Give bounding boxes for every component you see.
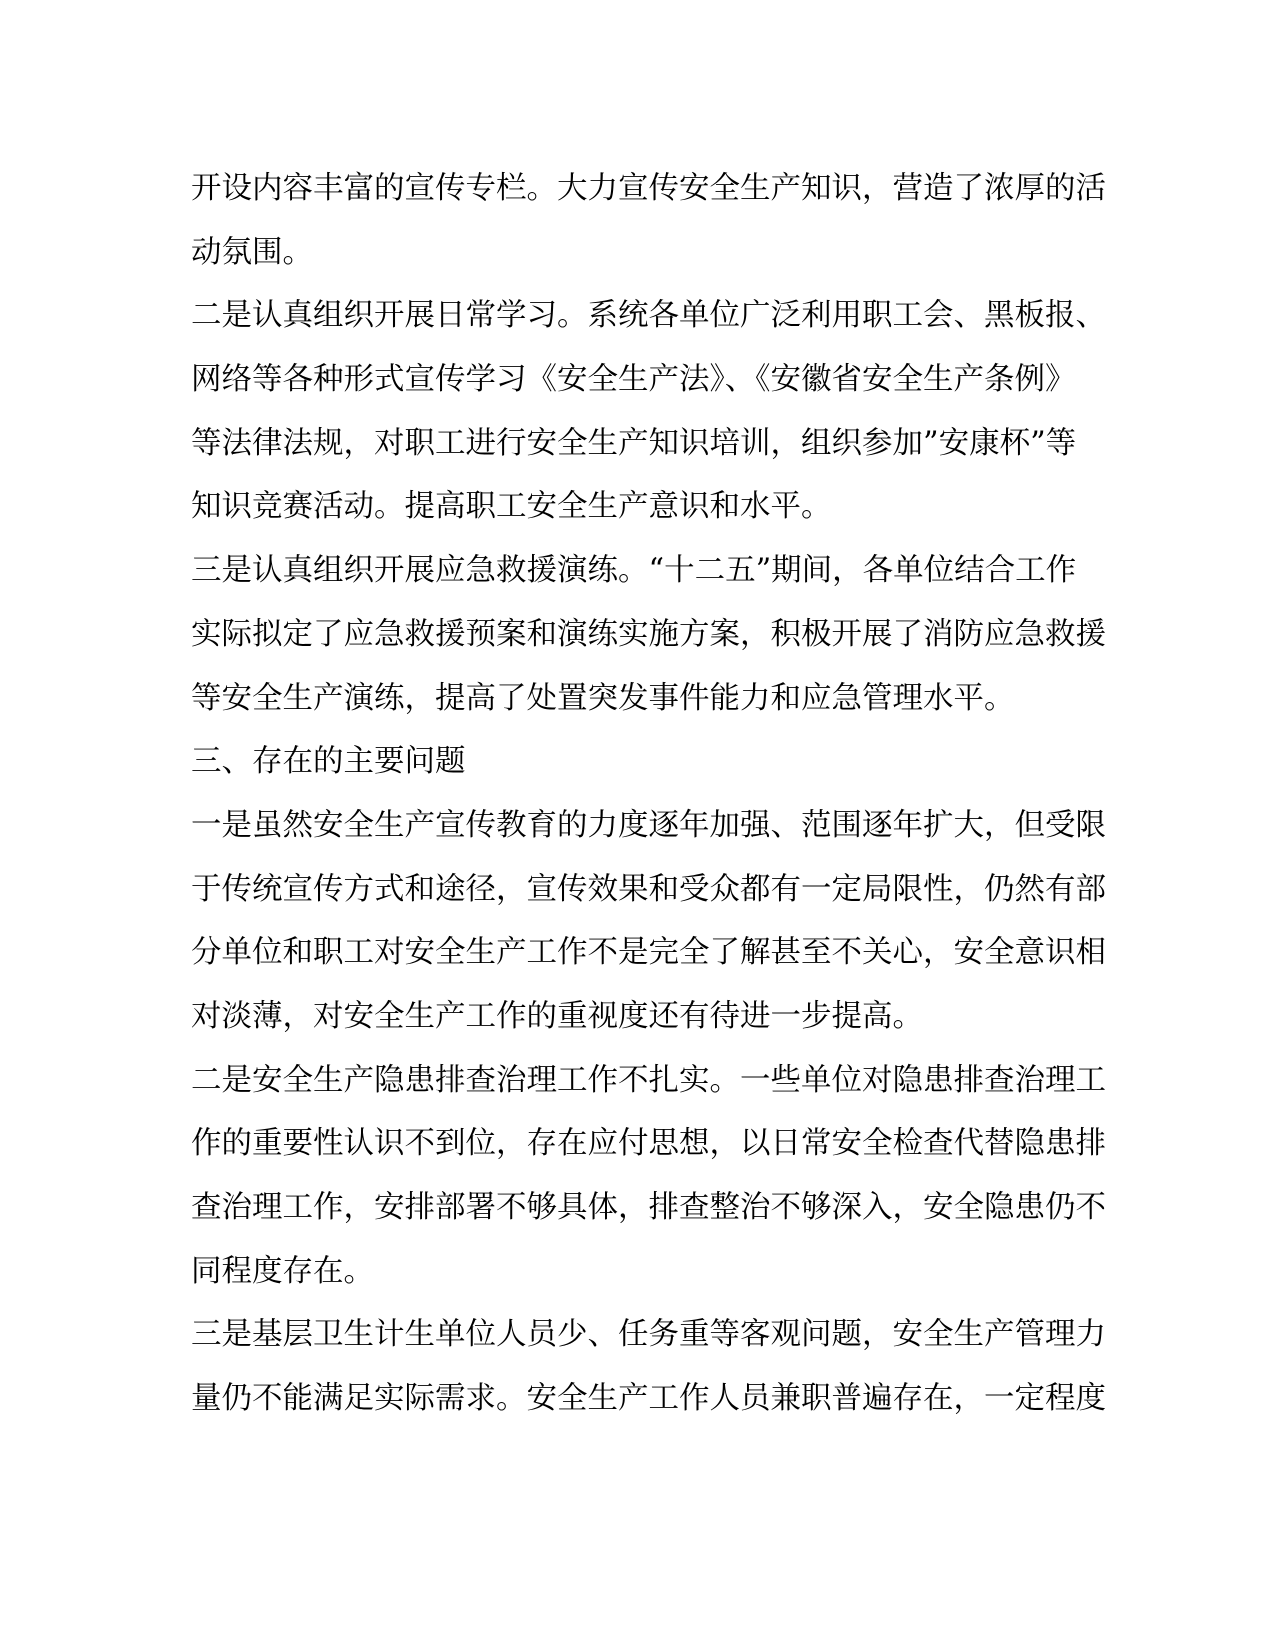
text-line: 一是虽然安全生产宣传教育的力度逐年加强、范围逐年扩大，但受限 <box>191 807 1106 843</box>
text-line: 作的重要性认识不到位，存在应付思想，以日常安全检查代替隐患排 <box>191 1126 1106 1162</box>
text-line: 二是安全生产隐患排查治理工作不扎实。一些单位对隐患排查治理工 <box>191 1062 1106 1098</box>
text-line: 三是基层卫生计生单位人员少、任务重等客观问题，安全生产管理力 <box>191 1317 1106 1353</box>
text-line: 三是认真组织开展应急救援演练。“十二五”期间，各单位结合工作 <box>191 553 1077 589</box>
text-line: 于传统宣传方式和途径，宣传效果和受众都有一定局限性，仍然有部 <box>191 871 1106 907</box>
text-line: 量仍不能满足实际需求。安全生产工作人员兼职普遍存在，一定程度 <box>191 1381 1106 1417</box>
section-heading: 三、存在的主要问题 <box>191 744 466 780</box>
text-line: 网络等各种形式宣传学习《安全生产法》、《安徽省安全生产条例》 <box>191 362 1076 398</box>
text-line: 知识竞赛活动。提高职工安全生产意识和水平。 <box>191 489 832 525</box>
text-line: 等安全生产演练，提高了处置突发事件能力和应急管理水平。 <box>191 680 1015 716</box>
text-line: 同程度存在。 <box>191 1253 374 1289</box>
text-line: 实际拟定了应急救援预案和演练实施方案，积极开展了消防应急救援 <box>191 616 1106 652</box>
text-line: 动氛围。 <box>191 234 313 270</box>
text-line: 分单位和职工对安全生产工作不是完全了解甚至不关心，安全意识相 <box>191 935 1106 971</box>
text-line: 二是认真组织开展日常学习。系统各单位广泛利用职工会、黑板报、 <box>191 298 1106 334</box>
text-line: 等法律法规，对职工进行安全生产知识培训，组织参加”安康杯”等 <box>191 425 1077 461</box>
text-line: 查治理工作，安排部署不够具体，排查整治不够深入，安全隐患仍不 <box>191 1190 1106 1225</box>
text-line: 对淡薄，对安全生产工作的重视度还有待进一步提高。 <box>191 998 923 1034</box>
text-line: 开设内容丰富的宣传专栏。大力宣传安全生产知识，营造了浓厚的活 <box>191 171 1106 206</box>
document-body <box>191 157 1106 1431</box>
